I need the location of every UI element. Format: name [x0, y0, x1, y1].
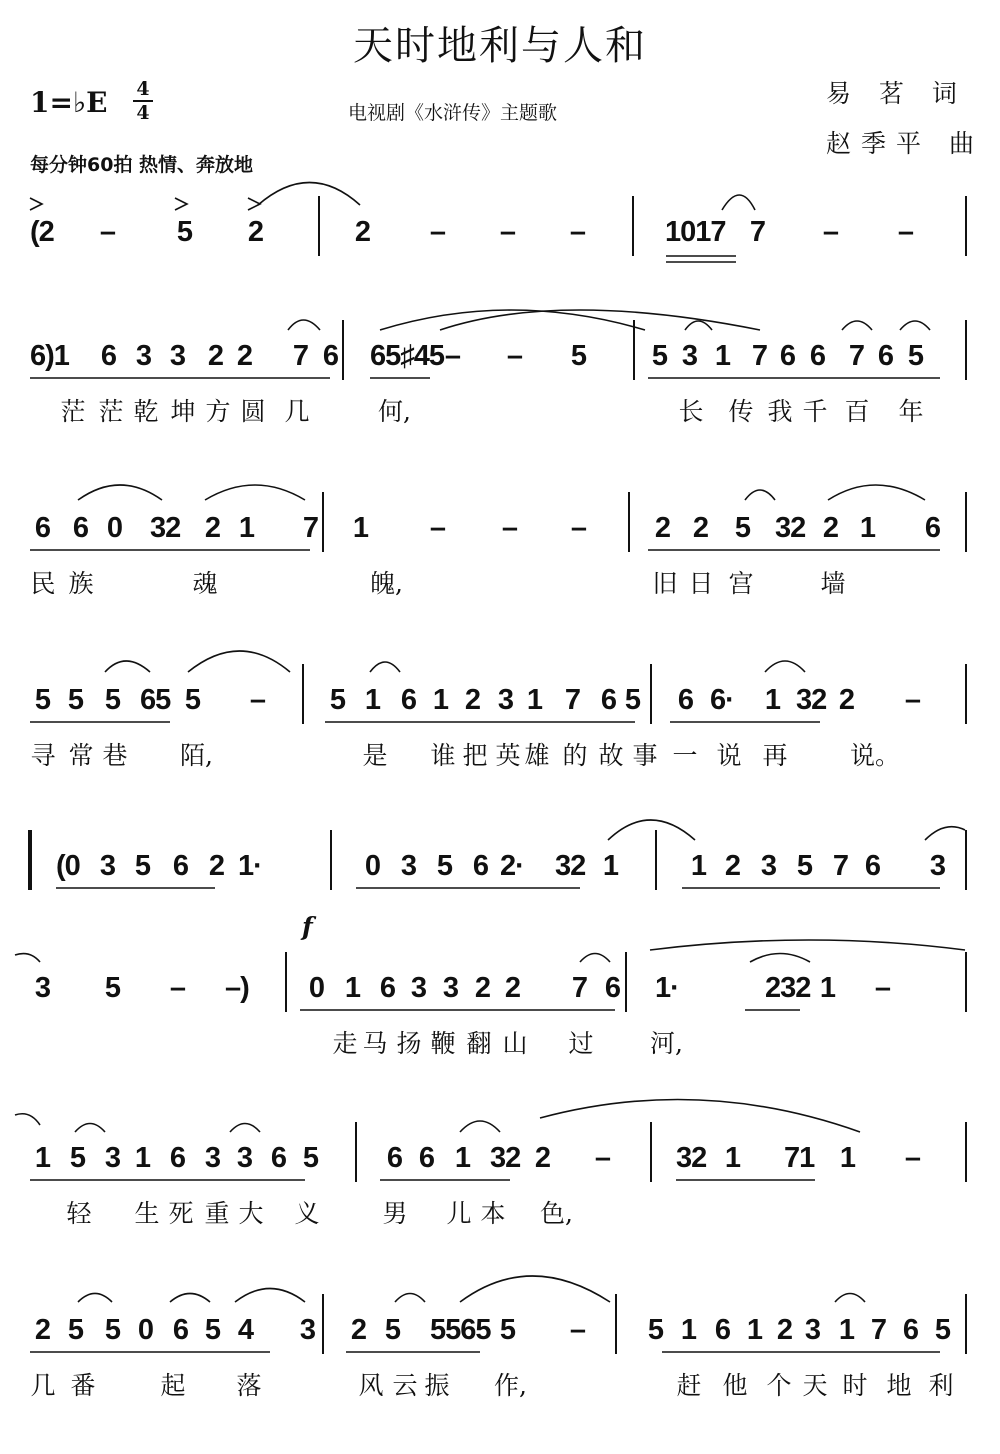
note: 2 [776, 1314, 794, 1346]
note: 71 [784, 1142, 815, 1174]
note: 6 [72, 512, 90, 544]
slur-mark [842, 321, 872, 330]
lyric-syllable: 故 [598, 741, 624, 770]
note: 6 [779, 340, 797, 372]
note: 5 [329, 684, 347, 716]
slur-mark [75, 1124, 105, 1133]
lyric-syllable: 轻 [66, 1199, 92, 1228]
note: 1 [764, 684, 782, 716]
slur-mark [650, 940, 965, 950]
lyric-syllable: 把 [462, 741, 488, 770]
slur-mark [258, 183, 360, 206]
note: 232 [765, 972, 811, 1004]
note: 6 [172, 850, 190, 882]
note: 5 [67, 1314, 85, 1346]
note: 6 [100, 340, 118, 372]
tempo-marking: 每分钟60拍 热情、奔放地 [30, 154, 254, 176]
lyric-syllable: 振 [424, 1371, 450, 1400]
dash-note: – [569, 216, 587, 248]
lyric-syllable: 落 [236, 1371, 262, 1400]
lyric-syllable: 茫 [60, 397, 86, 426]
note: 0 [137, 1314, 155, 1346]
note: 2 [654, 512, 672, 544]
note: 5 [104, 972, 122, 1004]
note: 7 [564, 684, 582, 716]
slur-mark [460, 1121, 500, 1132]
dash-note: – [569, 1314, 587, 1346]
note: 3 [236, 1142, 254, 1174]
time-numerator: 4 [136, 78, 150, 100]
slur-mark [828, 485, 925, 500]
note: 7 [832, 850, 850, 882]
note: 2 [350, 1314, 368, 1346]
note: 3 [104, 1142, 122, 1174]
note: 5 [69, 1142, 87, 1174]
lyric-syllable: 鞭 [430, 1029, 456, 1058]
lyric-syllable: 色, [540, 1199, 573, 1228]
lyric-syllable: 的 [562, 741, 588, 770]
note: 6 [172, 1314, 190, 1346]
lyric-syllable: 几 [30, 1371, 56, 1400]
slur-mark [900, 321, 930, 330]
lyric-syllable: 生 [134, 1199, 160, 1228]
note: 6 [169, 1142, 187, 1174]
note: 1 [344, 972, 362, 1004]
lyric-syllable: 起 [160, 1371, 186, 1400]
lyric-syllable: 作, [494, 1371, 527, 1400]
slur-mark [685, 321, 712, 330]
note: 5 [104, 1314, 122, 1346]
lyric-syllable: 坤 [170, 397, 196, 426]
slur-mark [765, 661, 805, 672]
lyric-syllable: 日 [688, 569, 714, 598]
note: 6 [472, 850, 490, 882]
note: 2 [34, 1314, 52, 1346]
note: 5 [67, 684, 85, 716]
note: 1 [134, 1142, 152, 1174]
lyric-syllable: 千 [802, 397, 828, 426]
lyric-syllable: 利 [928, 1371, 954, 1400]
dash-note: – [499, 216, 517, 248]
note: 3 [204, 1142, 222, 1174]
lyric-syllable: 个 [766, 1371, 792, 1400]
note: 6 [270, 1142, 288, 1174]
note: 32 [490, 1142, 521, 1174]
note: 6 [604, 972, 622, 1004]
slur-mark [370, 662, 400, 672]
dash-note: – [822, 216, 840, 248]
note: 1 [714, 340, 732, 372]
dash-note: – [594, 1142, 612, 1174]
slur-mark [15, 1114, 40, 1125]
note: 1 [602, 850, 620, 882]
slur-mark [460, 1276, 610, 1302]
note: 7 [848, 340, 866, 372]
note: 5 [570, 340, 588, 372]
note: 1 [238, 512, 256, 544]
dash-note: – [429, 216, 447, 248]
dash-note: – [904, 684, 922, 716]
note: 6 [864, 850, 882, 882]
note: 5 [734, 512, 752, 544]
note: 5 [176, 216, 194, 248]
time-denominator: 4 [136, 102, 150, 124]
lyric-syllable: 地 [886, 1371, 912, 1400]
note: 6 [600, 684, 618, 716]
note: 1· [238, 850, 262, 882]
note: 0 [308, 972, 326, 1004]
note: 65 [140, 684, 171, 716]
note: 32 [676, 1142, 707, 1174]
slur-mark [78, 1294, 112, 1303]
slur-mark [380, 310, 645, 330]
note: 1 [364, 684, 382, 716]
note: 6)1 [30, 340, 69, 372]
lyric-syllable: 谁 [430, 741, 456, 770]
lyric-syllable: 寻 [30, 741, 56, 770]
subtitle: 电视剧《水浒传》主题歌 [348, 102, 558, 124]
note: 6 [902, 1314, 920, 1346]
note: 32 [796, 684, 827, 716]
note: 32 [150, 512, 181, 544]
note: 2 [474, 972, 492, 1004]
note: 2 [207, 340, 225, 372]
note: 7 [870, 1314, 888, 1346]
lyric-syllable: 百 [844, 397, 870, 426]
lyric-syllable: 英 [495, 741, 521, 770]
slur-mark [395, 1294, 425, 1303]
note: 5565 [430, 1314, 491, 1346]
note: 32 [775, 512, 806, 544]
note: 1 [526, 684, 544, 716]
lyric-syllable: 再 [762, 741, 788, 770]
lyric-syllable: 说 [716, 741, 742, 770]
note: 5 [34, 684, 52, 716]
note: 5 [624, 684, 642, 716]
lyric-syllable: 年 [898, 397, 924, 426]
note: 1 [746, 1314, 764, 1346]
lyric-syllable: 山 [502, 1029, 528, 1058]
slur-mark [608, 820, 695, 840]
note: 5 [184, 684, 202, 716]
slur-mark [722, 195, 755, 210]
note: 3 [497, 684, 515, 716]
lyric-syllable: 是 [362, 741, 388, 770]
lyric-syllable: 死 [168, 1199, 194, 1228]
note: 6 [809, 340, 827, 372]
note: 6· [710, 684, 734, 716]
note: 7 [749, 216, 767, 248]
note: 4 [237, 1314, 255, 1346]
slur-mark [105, 661, 150, 672]
note: 6 [877, 340, 895, 372]
dash-note: – [897, 216, 915, 248]
dash-note: – [99, 216, 117, 248]
lyric-syllable: 方 [205, 397, 231, 426]
dash-note: – [429, 512, 447, 544]
lyric-syllable: 儿 [446, 1199, 472, 1228]
note: 1 [432, 684, 450, 716]
note: (2 [30, 216, 54, 248]
note: 1 [839, 1142, 857, 1174]
lyric-syllable: 事 [632, 741, 658, 770]
note: 3 [299, 1314, 317, 1346]
lyric-syllable: 我 [767, 397, 793, 426]
note: 7 [302, 512, 320, 544]
note: 2 [464, 684, 482, 716]
note: 5 [436, 850, 454, 882]
composer-credit: 赵季平 曲 [826, 129, 984, 158]
lyric-syllable: 天 [802, 1371, 828, 1400]
note: 6 [400, 684, 418, 716]
key-signature: 1=♭E [30, 86, 108, 119]
note: 2 [534, 1142, 552, 1174]
note: 2 [247, 216, 265, 248]
note: 5 [302, 1142, 320, 1174]
slur-mark [835, 1294, 865, 1303]
note: 2 [822, 512, 840, 544]
lyric-syllable: 河, [650, 1029, 683, 1058]
slur-mark [745, 490, 775, 500]
lyric-syllable: 走 [332, 1029, 358, 1058]
note: 6 [322, 340, 340, 372]
lyric-syllable: 时 [842, 1371, 868, 1400]
note: (0 [56, 850, 80, 882]
lyric-syllable: 重 [204, 1199, 230, 1228]
slur-mark [188, 651, 290, 672]
dash-note: – [874, 972, 892, 1004]
slur-mark [230, 1124, 260, 1133]
note: 2 [504, 972, 522, 1004]
lyric-syllable: 魂 [192, 569, 218, 598]
dash-note: –) [225, 972, 249, 1004]
dash-note: – [570, 512, 588, 544]
lyric-syllable: 宫 [728, 569, 754, 598]
dash-note: – [506, 340, 524, 372]
note: 1 [838, 1314, 856, 1346]
note: 1 [454, 1142, 472, 1174]
note: 2 [204, 512, 222, 544]
note: 5 [104, 684, 122, 716]
dash-note: – [904, 1142, 922, 1174]
note: 2 [838, 684, 856, 716]
note: 6 [418, 1142, 436, 1174]
slur-mark [540, 1100, 860, 1132]
lyric-syllable: 几 [284, 397, 310, 426]
lyric-syllable: 大 [238, 1199, 264, 1228]
note: 3 [929, 850, 947, 882]
note: 1 [34, 1142, 52, 1174]
note: 1 [724, 1142, 742, 1174]
lyric-syllable: 说。 [850, 741, 901, 770]
lyric-syllable: 番 [70, 1371, 96, 1400]
note: 2 [354, 216, 372, 248]
slur-mark [170, 1294, 210, 1303]
accent-mark [175, 198, 187, 210]
note: 3 [169, 340, 187, 372]
note: 3 [804, 1314, 822, 1346]
lyric-syllable: 墙 [820, 569, 846, 598]
lyric-syllable: 常 [68, 741, 94, 770]
lyric-syllable: 风 [358, 1371, 384, 1400]
note: 5 [204, 1314, 222, 1346]
note: 6 [924, 512, 942, 544]
note: 7 [751, 340, 769, 372]
note: 5 [384, 1314, 402, 1346]
note: 5 [134, 850, 152, 882]
note: 5 [796, 850, 814, 882]
lyric-syllable: 男 [382, 1199, 408, 1228]
slur-mark [205, 485, 305, 500]
dash-note: – [444, 340, 462, 372]
note: 1 [690, 850, 708, 882]
dash-note: – [169, 972, 187, 1004]
note: 3 [400, 850, 418, 882]
note: 6 [386, 1142, 404, 1174]
note: 3 [135, 340, 153, 372]
lyric-syllable: 民 [30, 569, 56, 598]
note: 5 [499, 1314, 517, 1346]
dash-note: – [249, 684, 267, 716]
accent-mark [30, 198, 42, 210]
lyric-syllable: 魄, [370, 569, 403, 598]
lyric-syllable: 扬 [396, 1029, 422, 1058]
note: 3 [760, 850, 778, 882]
lyric-syllable: 巷 [102, 741, 128, 770]
dynamic-marking: f [302, 912, 313, 941]
lyric-syllable: 他 [722, 1371, 748, 1400]
note: 5 [651, 340, 669, 372]
lyric-syllable: 长 [678, 397, 704, 426]
lyricist-credit: 易 茗 词 [826, 79, 967, 108]
note: 5 [647, 1314, 665, 1346]
note: 6 [714, 1314, 732, 1346]
note: 6 [379, 972, 397, 1004]
lyric-syllable: 本 [480, 1199, 506, 1228]
note: 1 [859, 512, 877, 544]
song-title: 天时地利与人和 [353, 23, 647, 69]
slur-mark [15, 954, 40, 962]
slur-mark [288, 320, 320, 330]
lyric-syllable: 乾 [133, 397, 159, 426]
note: 7 [292, 340, 310, 372]
lyric-syllable: 过 [568, 1029, 594, 1058]
lyric-syllable: 一 [672, 741, 698, 770]
slur-mark [440, 310, 760, 330]
note: 2 [236, 340, 254, 372]
lyric-syllable: 何, [378, 397, 411, 426]
note: 0 [106, 512, 124, 544]
note: 7 [571, 972, 589, 1004]
slur-mark [925, 827, 965, 840]
note: 6 [34, 512, 52, 544]
lyric-syllable: 传 [728, 397, 754, 426]
note: 5 [907, 340, 925, 372]
note: 3 [99, 850, 117, 882]
note: 1· [655, 972, 679, 1004]
note: 2 [692, 512, 710, 544]
note: 1017 [665, 216, 726, 248]
note: 2 [208, 850, 226, 882]
note: 1 [819, 972, 837, 1004]
lyric-syllable: 义 [294, 1199, 320, 1228]
dash-note: – [501, 512, 519, 544]
note: 6 [677, 684, 695, 716]
note: 2· [500, 850, 524, 882]
slur-mark [235, 1289, 305, 1303]
lyric-syllable: 翻 [466, 1029, 492, 1058]
slur-mark [750, 954, 810, 963]
lyric-syllable: 族 [68, 569, 94, 598]
note: 0 [364, 850, 382, 882]
note: 2 [724, 850, 742, 882]
lyric-syllable: 雄 [524, 741, 550, 770]
slur-mark [78, 485, 162, 500]
note: 3 [442, 972, 460, 1004]
lyric-syllable: 赶 [676, 1371, 702, 1400]
note: 5 [934, 1314, 952, 1346]
lyric-syllable: 茫 [98, 397, 124, 426]
note: 3 [681, 340, 699, 372]
note: 3 [410, 972, 428, 1004]
lyric-syllable: 圆 [240, 397, 266, 426]
note: 32 [555, 850, 586, 882]
lyric-syllable: 陌, [180, 741, 213, 770]
note: 1 [352, 512, 370, 544]
note: 65♯45 [370, 340, 445, 372]
lyric-syllable: 云 [392, 1371, 418, 1400]
lyric-syllable: 马 [362, 1029, 388, 1058]
note: 1 [680, 1314, 698, 1346]
slur-mark [580, 954, 610, 963]
lyric-syllable: 旧 [652, 569, 678, 598]
note: 3 [34, 972, 52, 1004]
